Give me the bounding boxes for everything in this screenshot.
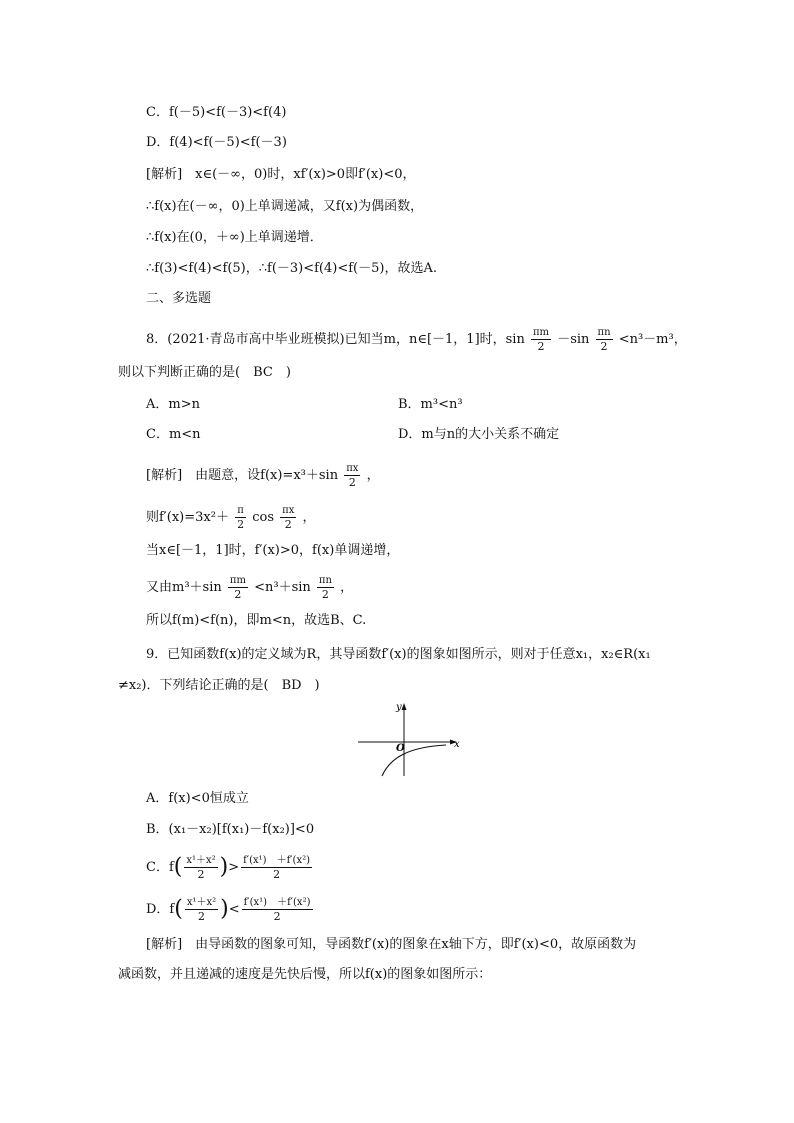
fraction	[344, 462, 360, 489]
q9-option-c	[146, 854, 314, 881]
numerator: x¹＋x²	[186, 855, 216, 866]
paren: (	[173, 854, 183, 880]
numerator: π	[237, 505, 244, 516]
q8-stem-line1	[146, 326, 687, 353]
q9-stem-line2: ≠x₂)．下列结论正确的是( BD )	[118, 678, 320, 693]
q8-minus-sin: －sin	[557, 332, 590, 347]
q9-option-b: B．(x₁－x₂)[f(x₁)－f(x₂)]<0	[146, 822, 315, 837]
paren: )	[220, 896, 229, 922]
text: 又由m³＋sin	[146, 580, 222, 595]
numerator: πn	[318, 575, 332, 586]
denominator: 2	[242, 909, 313, 923]
q7-option-c: C．f(－5)<f(－3)<f(4)	[146, 105, 287, 120]
q8-option-a: A．m>n	[146, 397, 200, 412]
q9-stem-line1: 9．已知函数f(x)的定义域为R，其导函数f′(x)的图象如图所示，则对于任意x₁，x₂∈R(x₁	[146, 647, 651, 662]
numerator: πm	[532, 327, 550, 338]
text: <n³＋sin	[254, 580, 311, 595]
q7-solution-line3: ∴f(x)在(0，＋∞)上单调递增．	[146, 230, 323, 245]
fraction	[596, 326, 613, 353]
text: C．f	[146, 860, 174, 875]
text: cos	[252, 510, 275, 525]
fraction	[184, 854, 217, 881]
text: ，	[302, 510, 316, 525]
origin-label: O	[396, 743, 405, 754]
text: ，	[340, 580, 354, 595]
fraction	[185, 896, 218, 923]
denominator: 2	[237, 518, 245, 531]
derivative-graph	[352, 700, 464, 778]
q7-solution-line1: [解析] x∈(－∞，0)时，xf′(x)>0即f′(x)<0，	[146, 167, 416, 182]
denominator: 2	[280, 517, 296, 531]
fraction	[241, 854, 312, 881]
numerator: πm	[229, 575, 246, 586]
denominator: 2	[531, 339, 551, 353]
q7-option-d: D．f(4)<f(－5)<f(－3)	[146, 135, 287, 150]
q8-solution-line1	[146, 462, 380, 489]
x-axis-label: x	[454, 739, 460, 750]
q8-stem-line2: 则以下判断正确的是( BC )	[118, 365, 291, 380]
q8-stem-a: 8．(2021·青岛市高中毕业班模拟)已知当m，n∈[－1，1]时，sin	[146, 332, 525, 347]
text: ，	[366, 468, 380, 483]
text: [解析] 由题意，设f(x)=x³＋sin	[146, 468, 339, 483]
q8-stem-b: <n³－m³，	[618, 332, 687, 347]
y-axis-arrow	[402, 703, 407, 710]
denominator: 2	[344, 475, 360, 489]
q8-solution-line3: 当x∈[－1，1]时，f′(x)>0，f(x)单调递增，	[146, 543, 400, 558]
fraction	[228, 574, 248, 601]
denominator: 2	[185, 909, 218, 923]
q8-option-b: B．m³<n³	[398, 397, 463, 412]
q8-option-d: D．m与n的大小关系不确定	[398, 427, 560, 442]
paren: )	[219, 854, 229, 880]
q8-option-c: C．m<n	[146, 427, 201, 442]
q7-solution-line2: ∴f(x)在(－∞，0)上单调递减，又f(x)为偶函数，	[146, 199, 424, 214]
q9-solution-line2: 减函数，并且递减的速度是先快后慢，所以f(x)的图象如图所示：	[118, 967, 492, 982]
operator: <	[228, 902, 240, 917]
section-heading: 二、多选题	[146, 291, 212, 306]
q8-solution-line5: 所以f(m)<f(n)，即m<n，故选B、C.	[146, 613, 367, 628]
denominator: 2	[596, 339, 613, 353]
q8-solution-line4	[146, 574, 353, 601]
operator: >	[228, 860, 240, 875]
numerator: f′(x¹) ＋f′(x²)	[243, 855, 311, 866]
q8-solution-line2	[146, 504, 316, 531]
q7-solution-line4: ∴f(3)<f(4)<f(5)，∴f(－3)<f(4)<f(－5)，故选A.	[146, 261, 437, 276]
q9-option-d	[146, 896, 315, 923]
numerator: πn	[597, 327, 611, 338]
fraction	[280, 504, 296, 531]
fraction	[317, 574, 334, 601]
paren: (	[174, 896, 183, 922]
fraction	[242, 896, 313, 923]
fraction	[531, 326, 551, 353]
denominator: 2	[317, 587, 334, 601]
denominator: 2	[184, 867, 217, 881]
denominator: 2	[228, 587, 248, 601]
numerator: f′(x¹) ＋f′(x²)	[243, 897, 311, 908]
y-axis-label: y	[396, 702, 402, 713]
text: 则f′(x)=3x²＋	[146, 510, 229, 525]
numerator: x¹＋x²	[186, 897, 217, 908]
text: D．f	[146, 902, 175, 917]
derivative-curve	[382, 745, 446, 776]
q9-option-a: A．f(x)<0恒成立	[146, 791, 249, 806]
numerator: πx	[346, 463, 359, 474]
fraction	[235, 504, 246, 531]
numerator: πx	[282, 505, 295, 516]
denominator: 2	[241, 867, 312, 881]
q9-solution-line1: [解析] 由导函数的图象可知，导函数f′(x)的图象在x轴下方，即f′(x)<0，故原函数为	[146, 937, 637, 952]
